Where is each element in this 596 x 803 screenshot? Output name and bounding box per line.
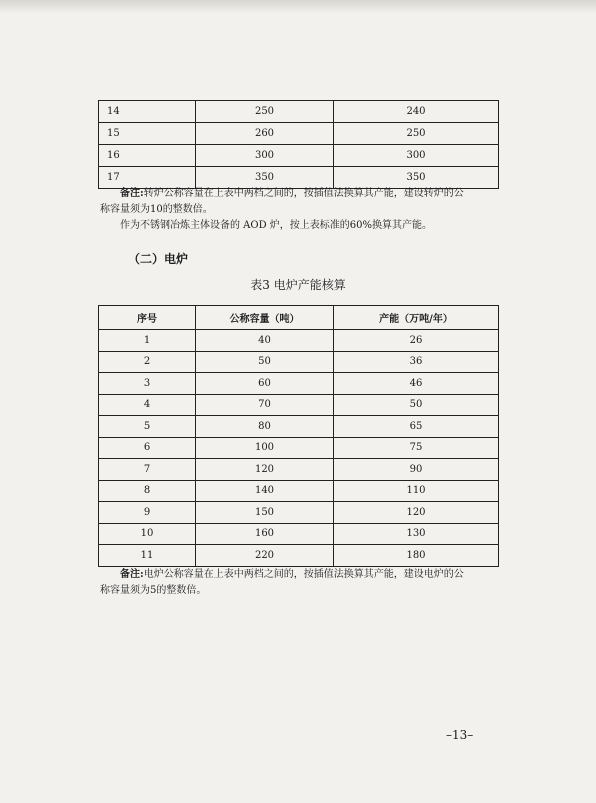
converter-note xyxy=(100,186,500,234)
table-cell: 65 xyxy=(334,416,499,438)
page-number: –13– xyxy=(446,728,474,742)
table-row xyxy=(99,545,499,567)
table-row xyxy=(99,459,499,481)
table-row xyxy=(99,502,499,524)
table-cell: 40 xyxy=(196,330,334,352)
table-header-row xyxy=(99,306,499,330)
table-cell: 300 xyxy=(334,145,499,167)
table-cell: 350 xyxy=(196,167,334,189)
table-cell: 8 xyxy=(99,480,196,502)
table-cell: 140 xyxy=(196,480,334,502)
table-cell: 16 xyxy=(99,145,196,167)
table-cell: 1 xyxy=(99,330,196,352)
electric-note-line-1: 备注:电炉公称容量在上表中两档之间的，按插值法换算其产能，建设电炉的公 xyxy=(120,569,464,580)
table-cell: 150 xyxy=(196,502,334,524)
table-cell: 120 xyxy=(334,502,499,524)
table-cell: 4 xyxy=(99,394,196,416)
table-cell: 2 xyxy=(99,351,196,373)
table-row xyxy=(99,123,499,145)
table-cell: 250 xyxy=(196,101,334,123)
table-cell: 240 xyxy=(334,101,499,123)
table-cell: 9 xyxy=(99,502,196,524)
table-cell: 17 xyxy=(99,167,196,189)
note-label: 备注: xyxy=(120,188,144,199)
converter-capacity-table-continued xyxy=(98,100,499,189)
section-heading-electric-furnace: （二）电炉 xyxy=(128,252,189,266)
table-cell: 26 xyxy=(334,330,499,352)
table-cell: 260 xyxy=(196,123,334,145)
table-cell: 250 xyxy=(334,123,499,145)
table-cell: 60 xyxy=(196,373,334,395)
table-cell: 90 xyxy=(334,459,499,481)
table-cell: 300 xyxy=(196,145,334,167)
table-cell: 14 xyxy=(99,101,196,123)
table-cell: 180 xyxy=(334,545,499,567)
table-cell: 100 xyxy=(196,437,334,459)
table-cell: 70 xyxy=(196,394,334,416)
table-row xyxy=(99,101,499,123)
table-cell: 75 xyxy=(334,437,499,459)
table-cell: 7 xyxy=(99,459,196,481)
table-row xyxy=(99,437,499,459)
table-row xyxy=(99,373,499,395)
table-row xyxy=(99,145,499,167)
header-output-capacity: 产能（万吨/年） xyxy=(334,306,499,330)
converter-note-line-1: 备注:转炉公称容量在上表中两档之间的，按插值法换算其产能，建设转炉的公 xyxy=(120,188,464,199)
table-cell: 3 xyxy=(99,373,196,395)
table-caption: 表3 电炉产能核算 xyxy=(250,278,346,292)
note-label: 备注: xyxy=(120,569,144,580)
aod-note: 作为不锈钢冶炼主体设备的 AOD 炉，按上表标准的60%换算其产能。 xyxy=(120,220,433,231)
table-cell: 15 xyxy=(99,123,196,145)
table-cell: 46 xyxy=(334,373,499,395)
table-cell: 110 xyxy=(334,480,499,502)
table-row xyxy=(99,330,499,352)
table-cell: 36 xyxy=(334,351,499,373)
table-cell: 120 xyxy=(196,459,334,481)
table-cell: 50 xyxy=(334,394,499,416)
table-cell: 11 xyxy=(99,545,196,567)
table-cell: 6 xyxy=(99,437,196,459)
table-cell: 80 xyxy=(196,416,334,438)
table-row xyxy=(99,416,499,438)
header-index: 序号 xyxy=(99,306,196,330)
table-cell: 5 xyxy=(99,416,196,438)
table-cell: 350 xyxy=(334,167,499,189)
table-row xyxy=(99,394,499,416)
table-cell: 220 xyxy=(196,545,334,567)
table-cell: 160 xyxy=(196,523,334,545)
scan-top-edge xyxy=(0,0,596,12)
table-row xyxy=(99,351,499,373)
electric-furnace-capacity-table xyxy=(98,305,499,567)
table-cell: 50 xyxy=(196,351,334,373)
table-cell: 130 xyxy=(334,523,499,545)
table-row xyxy=(99,480,499,502)
table-row xyxy=(99,523,499,545)
electric-note-line-2: 称容量须为5的整数倍。 xyxy=(100,585,207,596)
header-nominal-capacity: 公称容量（吨） xyxy=(196,306,334,330)
converter-note-line-2: 称容量须为10的整数倍。 xyxy=(100,204,213,215)
table-cell: 10 xyxy=(99,523,196,545)
electric-furnace-note xyxy=(100,567,500,599)
